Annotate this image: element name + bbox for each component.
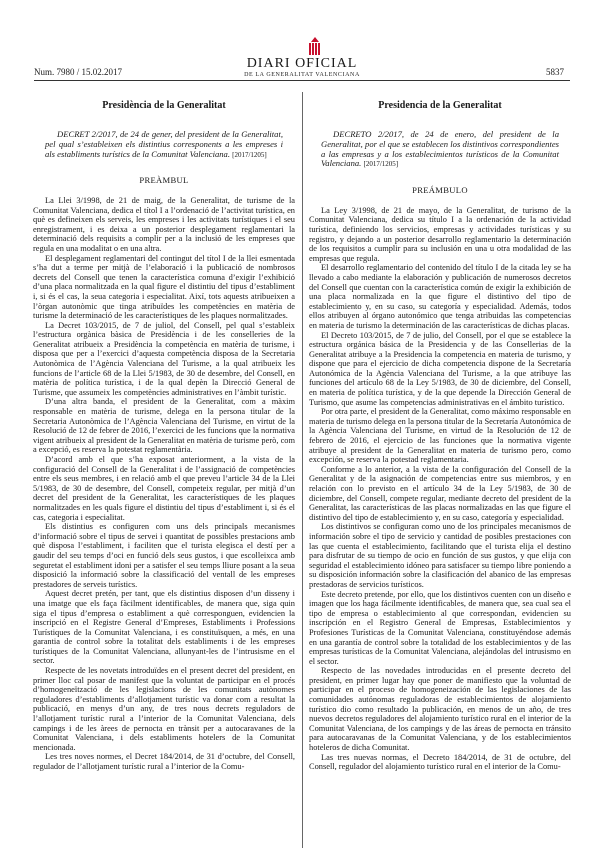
section-heading: Presidència de la Generalitat (102, 100, 226, 111)
decree-title-text: DECRETO 2/2017, de 24 de enero, del president de la Generalitat, por el que se establecen los distintivos correspondientes a las empresas y a los establecimientos turísticos de la Comunitat Valenciana. (321, 129, 559, 169)
paragraph: Conforme a lo anterior, a la vista de la configuración del Consell de la Generalitat y de la asignación de competencias entre sus miembros, y en relación con lo previsto en el artículo 34 de la Ley 5/1983, de 30 de diciembre, del Consell, compete regular, mediante decreto del president de la Generalitat, las características de las placas normalizadas en las que figure el distintivo del tipo de establecimiento y, en su caso, categoría y especialidad. (309, 464, 571, 522)
header-rule (34, 80, 570, 81)
decree-reference: [2017/1205] (232, 150, 267, 159)
column-valencian (33, 96, 295, 772)
paragraph: Este decreto pretende, por ello, que los distintivos cuenten con un diseño e imagen que los haga fácilmente identificables, de manera que, sea cual sea el tipo de empresa o establecimiento al que correspondan, evidencien su inscripción en el Registro General de Empresas, Establecimientos y Profesiones Turísticas de la Comunitat Valenciana, constituyéndose además en una garantía de control sobre la totalidad de los establecimientos y de las empresas turísticas de la Comunitat Valenciana, alejándolas del intrusismo en el sector. (309, 589, 571, 666)
paragraph: El Decreto 103/2015, de 7 de julio, del Consell, por el que se establece la estructura orgánica básica de la Presidencia y de las Consellerias de la Generalitat atribuye a la Presidencia la competencia en materia de turismo, y dispone que para el ejercicio de dicha competencia dispone de la Secretaría Autonómica de la Agència Valenciana del Turisme, a la que atribuye las funciones del artículo 68 de la Ley 5/1983, de 30 de diciembre, del Consell, en materia de política turística, y de la que depende la Dirección General de Turismo, que asume las competencias administrativas en el ámbito turístico. (309, 330, 571, 407)
issue-number: Num. 7980 / 15.02.2017 (34, 67, 123, 77)
paragraph: Respecto de las novedades introducidas en el presente decreto del president, en primer lugar hay que poner de manifiesto que la voluntad de participar en el proceso de homogeneización de las legislaciones de las comunidades autónomas reguladoras de establecimientos de alojamiento turístico dio como resultado la publicación, en menos de un año, de tres nuevos decretos reguladores del alojamiento turístico rural en el interior de la Comunitat Valenciana, de los campings y de las áreas de pernocta en tránsito para autocaravanas de la Comunitat Valenciana, y de los establecimientos hoteleros de dicha Comunitat. (309, 666, 571, 753)
paragraph: Els distintius es configuren com uns dels principals mecanismes d’informació sobre el tipus de servei i quantitat de possibles prestacions amb què disposa l’establiment, i faciliten que el turista elegisca el destí per a gaudir del seu temps d’oci en funció dels seus gustos, i que escolleixca amb seguretat el establiment idoni per a satisfer el seu temps lliure posant a la seua disposició la informació sobre la classificació del ventall de les empreses prestadores de serveis turístics. (33, 522, 295, 589)
paragraph: D’acord amb el que s’ha exposat anteriorment, a la vista de la configuració del Consell de la Generalitat i de l’assignació de competències entre els seus membres, i en relació amb el que preveu l’article 34 de la Llei 5/1983, de 30 de desembre, del Consell, competeix regular, per mitjà d’un decret del president de la Generalitat, les característiques de les plaques normalitzades en les quals figure el distintiu del tipus d’establiment i, si és el cas, categoria i especialitat. (33, 455, 295, 522)
paragraph: El desarrollo reglamentario del contenido del título I de la citada ley se ha llevado a cabo mediante la elaboración y publicación de numerosos decretos del Consell que cuentan con la característica común de exigir la exhibición de una placa normalizada en la que figure el distintivo del tipo de establecimiento y, en su caso, su categoría y especialidad. Además, todos ellos atribuyen al órgano autonómico que tenga atribuidas las competencias en materia de turismo la determinación de las características de dichas placas. (309, 263, 571, 330)
paragraph: Los distintivos se configuran como uno de los principales mecanismos de información sobre el tipo de servicio y cantidad de posibles prestaciones con las que cuenta el establecimiento, facilitando que el turista elija el destino para disfrutar de su tiempo de ocio en función de sus gustos, y que elija con seguridad el establecimiento idóneo para satisfacer su tiempo libre poniendo a su disposición información sobre la clasificación del abanico de las empresas prestadoras de servicios turísticos. (309, 522, 571, 589)
paragraph: La Decret 103/2015, de 7 de juliol, del Consell, pel qual s’estableix l’estructura orgànica bàsica de Presidència i de les conselleries de la Generalitat atribueix a Presidència la competència en matèria de turisme, i disposa que per a l’exercici d’aquesta competència disposa de la Secretaria Autonòmica de l’Agència Valenciana del Turisme, a la qual atribueix les funcions de l’article 68 de la Llei 5/1983, de 30 de desembre, del Consell, en matèria de política turística, i de la qual depèn la Direcció General de Turisme, que assumeix les competències administratives en l’àmbit turístic. (33, 320, 295, 397)
masthead-subtitle: DE LA GENERALITAT VALENCIANA (244, 72, 360, 78)
preamble-heading: PREÁMBULO (412, 185, 468, 196)
page-number: 5837 (546, 67, 564, 77)
decree-title-text: DECRET 2/2017, de 24 de gener, del president de la Generalitat, pel qual s’estableixen els distintius corresponents a les empreses i als establiments turístics de la Comunitat Valenciana. (45, 129, 283, 159)
paragraph: El desplegament reglamentari del contingut del títol I de la llei esmentada s’ha dut a terme per mitjà de l’elaboració i la publicació de nombrosos decrets del Consell que tenen la característica comuna d’exigir l’exhibició d’una placa normalitzada en la qual figure el distintiu del tipus d’establiment i, si és el cas, la seua categoria i especialitat. Així, tots aquests atribueixen a l’òrgan autonòmic que tinga atribuïdes les competències en matèria de turisme la determinació de les característiques de les plaques normalitzades. (33, 253, 295, 321)
decree-reference: [2017/1205] (363, 160, 399, 169)
decree-title (321, 130, 559, 170)
paragraph: La Ley 3/1998, de 21 de mayo, de la Generalitat, de turismo de la Comunitat Valenciana, dedica su título I a la ordenación de la actividad turística, definiendo los servicios, empresas y actividades turísticas y su registro, y dejando a un posterior desarrollo reglamentario la determinación de los requisitos a cumplir para su inclusión en una u otra modalidad de las empresas que regula. (309, 205, 571, 263)
paragraph: Por otra parte, el president de la Generalitat, como máximo responsable en materia de turismo delega en la persona titular de la Secretaría Autonómica de la Agència Valenciana del Turisme, en virtud de la Resolución de 12 de febrero de 2016, el ejercicio de las funciones que la normativa vigente atribuye al president de la Generalitat en materia de turismo pero, como excepción, se reserva la potestad reglamentaria. (309, 407, 571, 465)
section-heading: Presidencia de la Generalitat (378, 100, 502, 111)
paragraph: D’una altra banda, el president de la Generalitat, com a màxim responsable en matèria de turisme, delega en la persona titular de la Secretaria Autonòmica de l’Agència Valenciana del Turisme, en virtut de la Resolució de 12 de febrer de 2016, l’exercici de les funcions que la normativa vigent atribueix al president de la Generalitat en matèria de turisme però, com a excepció, es reserva la potestat reglamentària. (33, 397, 295, 455)
paragraph: Aquest decret pretén, per tant, que els distintius disposen d’un disseny i una imatge que els faça fàcilment identificables, de manera que, siga quin siga el tipus d’empresa o establiment a què corresponguen, evidencien la inscripció en el Registre General d’Empreses, Establiments i Professions Turístiques de la Comunitat Valenciana, i es constituïsquen, a més, en una garantia de control sobre la totalitat dels establiments i de les empreses turístiques de la Comunitat Valenciana, allunyant-les de l’intrusisme en el sector. (33, 589, 295, 666)
paragraph: Respecte de les novetats introduïdes en el present decret del president, en primer lloc cal posar de manifest que la voluntat de participar en el procés d’homogeneïtzació de les legislacions de les comunitats autònomes reguladores d’establiments d’allotjament turístic va donar com a resultat la publicació, en menys d’un any, de tres nous decrets reguladors de l’allotjament turístic rural a l’interior de la Comunitat Valenciana, dels campings i de les àrees de pernocta en trànsit per a autocaravanes de la Comunitat Valenciana, i dels establiments hotelers de la Comunitat mencionada. (33, 666, 295, 752)
masthead-title: DIARI OFICIAL (246, 56, 358, 71)
column-divider (302, 92, 303, 848)
paragraph: Las tres nuevas normas, el Decreto 184/2014, de 31 de octubre, del Consell, regulador del alojamiento turístico rural en el interior de la Comu- (309, 752, 571, 772)
preamble-heading: PREÀMBUL (139, 175, 189, 186)
generalitat-logo-icon (308, 36, 322, 56)
column-spanish (309, 96, 571, 772)
paragraph: Les tres noves normes, el Decret 184/2014, de 31 d’octubre, del Consell, regulador de l’allotjament turístic rural a l’interior de la Comu- (33, 752, 295, 772)
decree-title (45, 130, 283, 160)
paragraph: La Llei 3/1998, de 21 de maig, de la Generalitat, de turisme de la Comunitat Valenciana, dedica el títol I a l’ordenació de l’activitat turística, en què es defineixen els serveis, les empreses i les activitats turístiques i el seu enregistrament, i es deixa a un posterior desplegament reglamentari la determinació dels requisits a complir per a la inclusió de les empreses que regula en una modalitat o en una altra. (33, 195, 295, 253)
